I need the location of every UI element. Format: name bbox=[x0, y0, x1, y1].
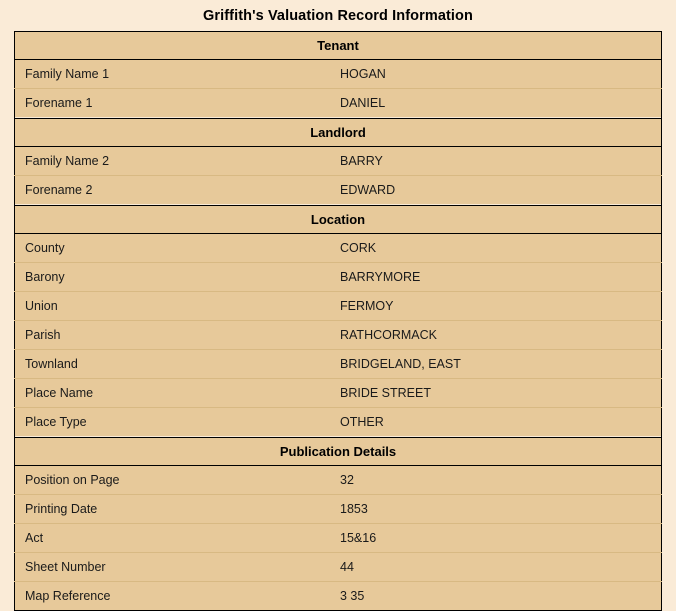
section-heading-label: Location bbox=[15, 206, 662, 234]
table-row bbox=[15, 524, 662, 553]
section-header-publication-details bbox=[15, 438, 662, 466]
table-row bbox=[15, 582, 662, 611]
record-table-body bbox=[15, 32, 662, 611]
table-row bbox=[15, 147, 662, 176]
table-row bbox=[15, 176, 662, 205]
field-label: Forename 2 bbox=[15, 176, 339, 205]
field-value: HOGAN bbox=[338, 60, 662, 89]
section-header-landlord bbox=[15, 119, 662, 147]
field-label: Barony bbox=[15, 263, 339, 292]
field-label: Family Name 2 bbox=[15, 147, 339, 176]
section-heading-label: Tenant bbox=[15, 32, 662, 60]
field-value: 1853 bbox=[338, 495, 662, 524]
field-label: Sheet Number bbox=[15, 553, 339, 582]
valuation-record-table bbox=[14, 31, 662, 611]
table-row bbox=[15, 234, 662, 263]
table-row bbox=[15, 350, 662, 379]
field-value: BARRY bbox=[338, 147, 662, 176]
field-value: BARRYMORE bbox=[338, 263, 662, 292]
table-row bbox=[15, 321, 662, 350]
page-title: Griffith's Valuation Record Information bbox=[203, 8, 473, 24]
field-label: Union bbox=[15, 292, 339, 321]
field-label: Townland bbox=[15, 350, 339, 379]
field-value: BRIDGELAND, EAST bbox=[338, 350, 662, 379]
field-value: RATHCORMACK bbox=[338, 321, 662, 350]
table-row bbox=[15, 408, 662, 437]
section-header-location bbox=[15, 206, 662, 234]
field-label: Family Name 1 bbox=[15, 60, 339, 89]
table-row bbox=[15, 379, 662, 408]
field-label: Parish bbox=[15, 321, 339, 350]
field-label: Forename 1 bbox=[15, 89, 339, 118]
section-heading-label: Landlord bbox=[15, 119, 662, 147]
field-value: FERMOY bbox=[338, 292, 662, 321]
field-label: County bbox=[15, 234, 339, 263]
table-row bbox=[15, 495, 662, 524]
table-row bbox=[15, 60, 662, 89]
section-header-tenant bbox=[15, 32, 662, 60]
field-label: Act bbox=[15, 524, 339, 553]
field-value: 3 35 bbox=[338, 582, 662, 611]
field-label: Place Name bbox=[15, 379, 339, 408]
field-value: CORK bbox=[338, 234, 662, 263]
field-value: 44 bbox=[338, 553, 662, 582]
field-label: Map Reference bbox=[15, 582, 339, 611]
field-label: Printing Date bbox=[15, 495, 339, 524]
field-value: BRIDE STREET bbox=[338, 379, 662, 408]
field-value: EDWARD bbox=[338, 176, 662, 205]
section-heading-label: Publication Details bbox=[15, 438, 662, 466]
table-row bbox=[15, 553, 662, 582]
field-value: DANIEL bbox=[338, 89, 662, 118]
field-value: 15&16 bbox=[338, 524, 662, 553]
field-value: OTHER bbox=[338, 408, 662, 437]
table-row bbox=[15, 89, 662, 118]
field-value: 32 bbox=[338, 466, 662, 495]
table-row bbox=[15, 263, 662, 292]
table-row bbox=[15, 292, 662, 321]
field-label: Position on Page bbox=[15, 466, 339, 495]
table-row bbox=[15, 466, 662, 495]
field-label: Place Type bbox=[15, 408, 339, 437]
